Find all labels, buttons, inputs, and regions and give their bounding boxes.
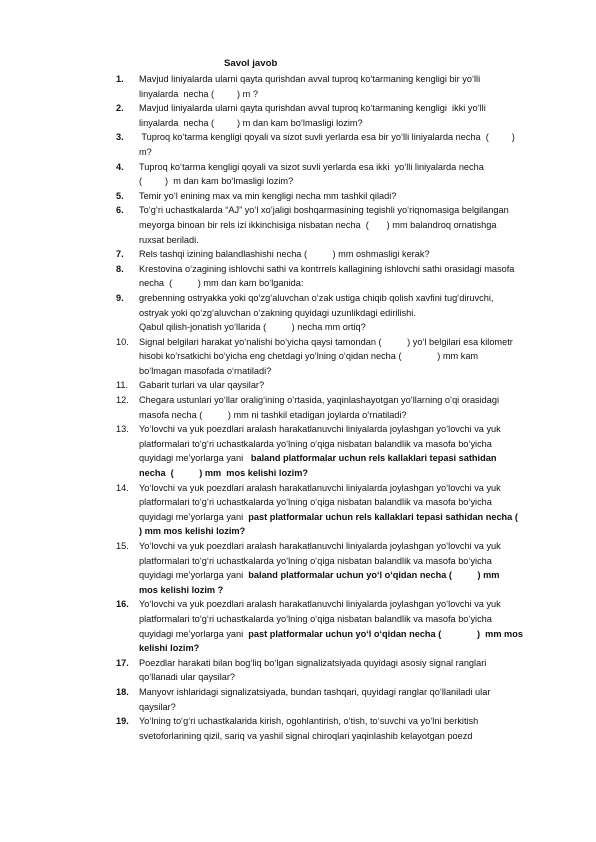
- question-text: Yo‘lovchi va yuk poezdlari aralash harakatlanuvchi liniyalarda joylashgan yo‘lovchi va yuk: [139, 541, 501, 551]
- question-line: [139, 320, 556, 335]
- question-text: Yo‘lovchi va yuk poezdlari aralash harakatlanuvchi liniyalarda joylashgan yo‘lovchi va yuk: [139, 599, 501, 610]
- question-text: linyalarda necha ( ) m dan kam bo‘lmasligi lozim?: [139, 117, 363, 128]
- question-number: 10.: [116, 336, 129, 347]
- question-number: 19.: [116, 716, 129, 727]
- question-text: platformalari to‘g‘ri uchastkalarda yo‘lning o‘qiga nisbatan balandlik va masofa bo‘yicha: [139, 613, 492, 624]
- question-text: qo‘llanadi ular qaysilar?: [139, 672, 236, 683]
- question-item: [116, 335, 556, 379]
- question-item: [116, 101, 556, 130]
- question-bold-text: past platformalar uchun rels kallaklari tepasi sathidan necha (: [248, 511, 518, 522]
- question-line: [139, 364, 556, 379]
- question-text: To‘g‘ri uchastkalarda “AJ” yo‘l xo‘jaligi boshqarmasining tegishli yo‘riqnomasiga belgilangan: [139, 205, 509, 216]
- question-text: quyidagi me’yorlarga yani: [139, 570, 249, 581]
- question-line: [139, 408, 556, 423]
- question-line: [139, 116, 556, 131]
- question-line: [139, 714, 556, 729]
- question-line: [139, 247, 556, 262]
- question-line: [139, 466, 556, 481]
- question-line: [139, 597, 556, 612]
- question-number: 14.: [116, 482, 129, 493]
- question-text: necha ( ) mm dan kam bo‘lganida:: [139, 278, 304, 289]
- question-number: 17.: [116, 657, 129, 668]
- question-text: Signal belgilari harakat yo‘nalishi bo‘yicha qaysi tamondan ( ) yo‘l belgilari esa kilometr: [139, 336, 513, 347]
- question-line: [139, 554, 556, 569]
- question-text: Mavjud liniyalarda ularni qayta qurishdan avval tuproq ko‘tarmaning kengligi ikki yo‘lli: [139, 103, 486, 114]
- question-text: Yo‘lning to‘g‘ri uchastkalarida kirish, ogohlantirish, o‘tish, to‘suvchi va yo‘lni berkitish: [139, 716, 479, 727]
- question-line: [139, 306, 556, 321]
- question-bold-text: mos kelishi lozim ?: [139, 584, 224, 595]
- question-number: 16.: [116, 599, 129, 610]
- question-bold-text: kelishi lozim?: [139, 643, 200, 654]
- question-line: [139, 656, 556, 671]
- question-item: [116, 247, 556, 262]
- question-text: Chegara ustunlari yo‘llar oralig‘ining o‘rtasida, yaqinlashayotgan yo‘llarning o‘qi orasidagi: [139, 395, 500, 406]
- question-item: [116, 481, 556, 539]
- question-text: quyidagi me’yorlarga yani: [139, 511, 249, 522]
- question-text: platformalari to‘g‘ri uchastkalarda yo‘lning o‘qiga nisbatan balandlik va masofa bo‘yicha: [139, 438, 492, 449]
- question-text: hisobi ko‘rsatkichi bo‘yicha eng chetdagi yo‘lning o‘qidan necha ( ) mm kam: [139, 351, 479, 362]
- question-number: 6.: [116, 205, 124, 216]
- question-item: [116, 203, 556, 247]
- question-line: [139, 218, 556, 233]
- question-number: 9.: [116, 292, 124, 303]
- question-text: platformalari to‘g‘ri uchastkalarda yo‘lning o‘qiga nisbatan balandlik va masofa bo‘yicha: [139, 497, 492, 508]
- question-line: [139, 583, 556, 598]
- question-line: [139, 641, 556, 656]
- question-text: Qabul qilish-jonatish yo‘llarida ( ) necha mm ortiq?: [139, 322, 366, 333]
- question-item: [116, 72, 556, 101]
- question-line: [139, 612, 556, 627]
- question-line: [139, 276, 556, 291]
- question-item: [116, 189, 556, 204]
- question-number: 1.: [116, 74, 124, 84]
- question-bold-text: necha ( ) mm mos kelishi lozim?: [139, 468, 308, 479]
- question-text: ostryak yoki qo‘zg‘aluvchan o‘zakning quyidagi uzunlikdagi edirilishi.: [139, 307, 416, 318]
- question-line: [139, 349, 556, 364]
- question-line: [139, 203, 556, 218]
- question-text: Tuproq ko‘tarma kengligi qoyali va sizot suvli yerlarda esa bir yo‘lli liniyalarda necha ( ): [139, 132, 515, 143]
- question-line: [139, 510, 556, 525]
- question-line: [139, 174, 556, 189]
- question-list: [116, 72, 556, 743]
- question-text: Manyovr ishlaridagi signalizatsiyada, bundan tashqari, quyidagi ranglar qo‘llaniladi ular: [139, 686, 491, 697]
- question-text: grebenning ostryakka yoki qo‘zg‘aluvchan o‘zak ustiga chiqib qolish xavfini tug‘diruvchi,: [139, 292, 494, 303]
- question-line: [139, 422, 556, 437]
- question-text: Poezdlar harakati bilan bog‘liq bo‘lgan signalizatsiyada quyidagi asosiy signal ranglari: [139, 657, 487, 668]
- question-line: [139, 233, 556, 248]
- question-number: 15.: [116, 541, 129, 551]
- question-item: [116, 685, 556, 714]
- question-text: svetoforlarining qizil, sariq va yashil signal chiroqlari yaqinlashib kelayotgan poezd: [139, 730, 473, 741]
- question-number: 12.: [116, 395, 129, 406]
- question-text: Gabarit turlari va ular qaysilar?: [139, 380, 265, 391]
- question-text: Mavjud liniyalarda ularni qayta qurishdan avval tuproq ko‘tarmaning kengligi bir yo‘lli: [139, 74, 481, 84]
- question-text: masofa necha ( ) mm ni tashkil etadigan joylarda o‘rnatiladi?: [139, 409, 407, 420]
- question-text: Yo‘lovchi va yuk poezdlari aralash harakatlanuvchi liniyalarda joylashgan yo‘lovchi va yuk: [139, 424, 501, 435]
- question-bold-text: baland platformalar uchun yo‘l o‘qidan necha ( ) mm: [248, 570, 500, 581]
- question-line: [139, 262, 556, 277]
- question-line: [139, 335, 556, 350]
- question-text: qaysilar?: [139, 701, 176, 712]
- question-text: Rels tashqi izining balandlashishi necha ( ) mm oshmasligi kerak?: [139, 249, 430, 260]
- question-line: [139, 437, 556, 452]
- question-line: [139, 72, 556, 87]
- question-line: [139, 189, 556, 204]
- question-bold-text: ) mm mos kelishi lozim?: [139, 526, 246, 537]
- question-line: [139, 481, 556, 496]
- question-line: [139, 685, 556, 700]
- question-number: 5.: [116, 190, 124, 201]
- question-item: [116, 597, 556, 655]
- question-bold-text: past platformalar uchun yo‘l o‘qidan necha ( ) mm mos: [248, 628, 523, 639]
- question-line: [139, 524, 556, 539]
- question-number: 8.: [116, 263, 124, 274]
- question-text: ruxsat beriladi.: [139, 234, 199, 245]
- question-line: [139, 291, 556, 306]
- document-title: Savol javob: [224, 58, 278, 69]
- question-text: Krestovina o‘zagining ishlovchi sathi va kontrrels kallagining ishlovchi sathi orasidagi masofa: [139, 263, 515, 274]
- question-item: [116, 130, 556, 159]
- question-line: [139, 451, 556, 466]
- question-line: [139, 378, 556, 393]
- question-text: ( ) m dan kam bo‘lmasligi lozim?: [139, 176, 294, 187]
- question-text: Tuproq ko‘tarma kengligi qoyali va sizot suvli yerlarda esa ikki yo‘lli liniyalarda necha: [139, 161, 484, 172]
- question-number: 18.: [116, 686, 129, 697]
- question-text: meyorga binoan bir rels izi ikkinchisiga nisbatan necha ( ) mm balandroq ornatishga: [139, 219, 497, 230]
- question-line: [139, 539, 556, 554]
- question-item: [116, 291, 556, 335]
- question-line: [139, 393, 556, 408]
- question-item: [116, 262, 556, 291]
- question-bold-text: baland platformalar uchun rels kallaklari tepasi sathidan: [250, 453, 497, 464]
- question-line: [139, 627, 556, 642]
- question-number: 2.: [116, 103, 124, 114]
- question-number: 3.: [116, 132, 124, 143]
- question-number: 7.: [116, 249, 124, 260]
- question-line: [139, 87, 556, 102]
- question-line: [139, 568, 556, 583]
- question-item: [116, 656, 556, 685]
- question-item: [116, 393, 556, 422]
- question-item: [116, 539, 556, 597]
- question-text: linyalarda necha ( ) m ?: [139, 88, 258, 99]
- question-line: [139, 495, 556, 510]
- question-text: bo‘lmagan masofada o‘rnatiladi?: [139, 365, 272, 376]
- question-item: [116, 422, 556, 480]
- question-item: [116, 378, 556, 393]
- question-text: m?: [139, 146, 152, 157]
- question-item: [116, 714, 556, 743]
- question-text: Temir yo‘l enining max va min kengligi necha mm tashkil qiladi?: [139, 190, 397, 201]
- question-text: Yo‘lovchi va yuk poezdlari aralash harakatlanuvchi liniyalarda joylashgan yo‘lovchi va yuk: [139, 482, 501, 493]
- question-item: [116, 160, 556, 189]
- question-line: [139, 670, 556, 685]
- question-line: [139, 729, 556, 744]
- question-number: 4.: [116, 161, 124, 172]
- question-text: platformalari to‘g‘ri uchastkalarda yo‘lning o‘qiga nisbatan balandlik va masofa bo‘yicha: [139, 555, 492, 566]
- question-text: quyidagi me’yorlarga yani: [139, 628, 249, 639]
- question-line: [139, 101, 556, 116]
- question-line: [139, 700, 556, 715]
- question-number: 11.: [116, 380, 129, 391]
- question-line: [139, 160, 556, 175]
- question-line: [139, 130, 556, 145]
- question-text: quyidagi me’yorlarga yani: [139, 453, 251, 464]
- question-number: 13.: [116, 424, 129, 435]
- question-line: [139, 145, 556, 160]
